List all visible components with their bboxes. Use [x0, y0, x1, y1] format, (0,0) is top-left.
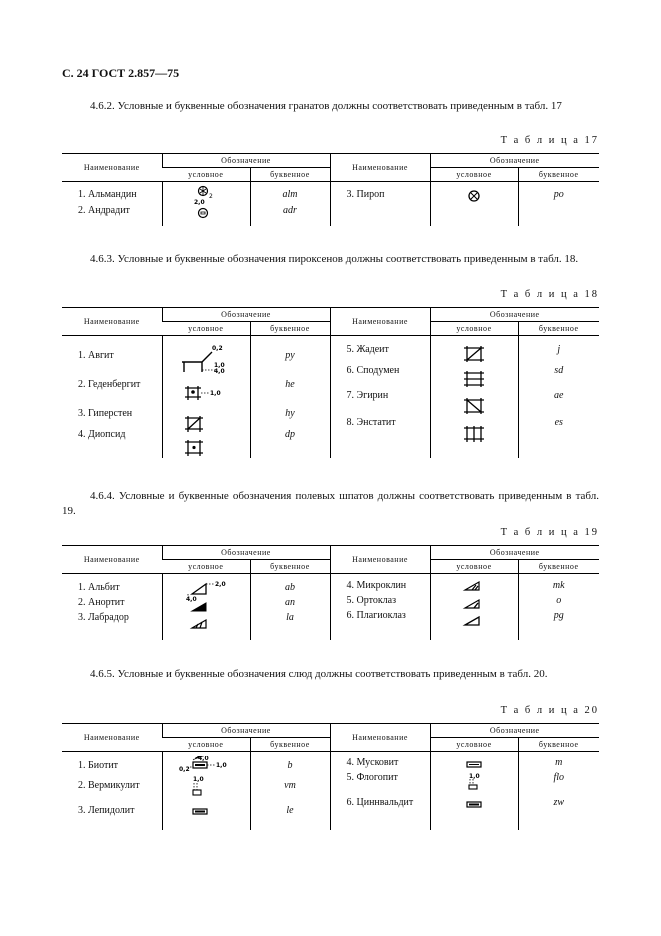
garnet-pyrope-icon [467, 189, 481, 203]
table-row-letter: j [557, 344, 561, 355]
col-letter-header: буквенное [518, 168, 599, 182]
mica-vermiculite-icon [193, 776, 204, 795]
col-name-header: Наименование [330, 724, 430, 752]
table-row-letter: b [287, 760, 293, 771]
table-row-name: 1. Альбит [78, 582, 120, 593]
feldspar-anorthite-icon [192, 603, 206, 611]
pyroxene-augite-icon [176, 340, 236, 456]
col-conventional-header: условное [430, 738, 518, 752]
table-row-letter: he [285, 379, 295, 390]
col-name-header: Наименование [62, 308, 162, 336]
table-row-letter: o [556, 595, 562, 606]
table-row-name: 3. Пироп [346, 189, 385, 200]
col-designation-header: Обозначение [162, 724, 330, 738]
table-20 [62, 723, 599, 830]
mica-zinnwaldite-icon [467, 802, 481, 807]
table-row-name: 5. Ортоклаз [346, 595, 397, 606]
table-row-name: 3. Лабрадор [78, 612, 129, 623]
table-row-name: 1. Биотит [78, 760, 119, 771]
svg-text:1,0: 1,0 [210, 390, 221, 397]
pyroxene-aegirine-icon [464, 398, 484, 414]
table-row-name: 6. Плагиоклаз [346, 610, 406, 621]
pyroxene-diopside-icon [185, 440, 203, 456]
col-conventional-header: условное [430, 322, 518, 336]
table-row-name: 2. Анортит [78, 597, 125, 608]
table-row-name: 1. Альмандин [78, 189, 137, 200]
table-row-letter: ab [285, 582, 295, 593]
col-designation-header: Обозначение [162, 546, 330, 560]
svg-text:1,0: 1,0 [469, 773, 480, 780]
table-row-letter: le [286, 805, 294, 816]
feldspar-microcline-icon [459, 578, 489, 630]
table-row-letter: po [553, 189, 564, 200]
table-row-name: 4. Микроклин [346, 580, 407, 591]
col-name-header: Наименование [330, 546, 430, 574]
col-name-header: Наименование [62, 154, 162, 182]
table-row-name: 2. Андрадит [78, 205, 130, 216]
table-17 [62, 153, 599, 226]
table-row-name: 5. Флогопит [346, 772, 398, 783]
table-row-letter: mk [552, 580, 565, 591]
table-row-letter: adr [283, 205, 297, 216]
table-row-letter: dp [285, 429, 295, 440]
table-row-letter: sd [554, 365, 564, 376]
pyroxene-enstatite-icon [464, 426, 484, 442]
svg-text:1,0: 1,0 [193, 776, 204, 783]
col-letter-header: буквенное [250, 322, 330, 336]
table-row-name: 3. Лепидолит [78, 805, 135, 816]
table-row-name: 8. Энстатит [346, 417, 396, 428]
mica-biotite-icon [176, 756, 236, 822]
col-conventional-header: условное [162, 738, 250, 752]
col-name-header: Наименование [330, 308, 430, 336]
col-letter-header: буквенное [518, 560, 599, 574]
col-designation-header: Обозначение [162, 308, 330, 322]
table-row-name: 2. Вермикулит [78, 780, 140, 791]
table-row-name: 4. Мусковит [346, 757, 399, 768]
table-17-caption: Т а б л и ц а 17 [500, 135, 599, 146]
table-19-caption: Т а б л и ц а 19 [500, 527, 599, 538]
table-row-letter: es [554, 417, 563, 428]
svg-text:1,0: 1,0 [216, 762, 227, 769]
col-conventional-header: условное [162, 168, 250, 182]
col-letter-header: буквенное [250, 560, 330, 574]
col-designation-header: Обозначение [430, 724, 599, 738]
col-letter-header: буквенное [250, 168, 330, 182]
feldspar-labradorite-icon [192, 620, 206, 628]
mica-muscovite-icon [459, 756, 489, 822]
pyroxene-hypersthene-icon [185, 416, 203, 432]
table-row-name: 5. Жадеит [346, 344, 389, 355]
pyroxene-jadeite-icon [459, 340, 489, 456]
table-20-caption: Т а б л и ц а 20 [500, 705, 599, 716]
table-row-letter: pg [553, 610, 564, 621]
table-18-caption: Т а б л и ц а 18 [500, 289, 599, 300]
col-designation-header: Обозначение [430, 154, 599, 168]
svg-text:0,2: 0,2 [212, 345, 223, 352]
col-name-header: Наименование [62, 724, 162, 752]
table-row-letter: alm [282, 189, 298, 200]
table-row-name: 3. Гиперстен [78, 408, 133, 419]
svg-text:4,0: 4,0 [198, 756, 209, 762]
pyroxene-spodumene-icon [464, 371, 484, 387]
col-conventional-header: условное [162, 322, 250, 336]
col-name-header: Наименование [62, 546, 162, 574]
feldspar-orthoclase-icon [465, 600, 479, 608]
svg-text:2,0: 2,0 [194, 199, 205, 206]
pyroxene-hedenbergite-icon [185, 386, 221, 400]
table-row-letter: vm [284, 780, 296, 791]
paragraph-4-6-2: 4.6.2. Условные и буквенные обозначения гранатов должны соответствовать приведенным в табл. 17 [90, 100, 562, 112]
table-row-letter: ae [554, 390, 564, 401]
col-letter-header: буквенное [518, 322, 599, 336]
paragraph-4-6-3: 4.6.3. Условные и буквенные обозначения пироксенов должны соответствовать приведенным в табл. 18. [90, 253, 579, 265]
table-row-name: 6. Циннвальдит [346, 797, 414, 808]
svg-text:2: 2 [209, 193, 213, 200]
feldspar-albite-icon [178, 578, 234, 630]
svg-text:1,0: 1,0 [214, 362, 225, 369]
col-name-header: Наименование [330, 154, 430, 182]
col-designation-header: Обозначение [162, 154, 330, 168]
table-row-name: 4. Диопсид [78, 429, 126, 440]
table-row-name: 1. Авгит [78, 350, 114, 361]
svg-text:2,0: 2,0 [215, 581, 226, 588]
table-row-letter: la [286, 612, 294, 623]
table-row-name: 7. Эгирин [346, 390, 389, 401]
table-19 [62, 545, 599, 640]
col-designation-header: Обозначение [430, 546, 599, 560]
paragraph-4-6-5: 4.6.5. Условные и буквенные обозначения слюд должны соответствовать приведенным в табл. 20. [90, 668, 548, 680]
table-row-letter: an [285, 597, 295, 608]
page-header: С. 24 ГОСТ 2.857—75 [62, 66, 180, 80]
col-letter-header: буквенное [250, 738, 330, 752]
col-conventional-header: условное [430, 560, 518, 574]
garnet-almandine-icon [191, 184, 221, 222]
table-row-letter: py [285, 350, 295, 361]
col-designation-header: Обозначение [430, 308, 599, 322]
svg-text:4,0: 4,0 [186, 596, 197, 603]
col-letter-header: буквенное [518, 738, 599, 752]
feldspar-plagioclase-icon [465, 617, 479, 625]
table-row-name: 2. Геденбергит [78, 379, 141, 390]
table-row-letter: flo [553, 772, 565, 783]
table-row-letter: hy [285, 408, 295, 419]
table-18 [62, 307, 599, 458]
paragraph-4-6-4: 4.6.4. Условные и буквенные обозначения полевых шпатов должны соответствовать приведенным в табл. 19. [62, 490, 599, 517]
mica-phlogopite-icon [469, 773, 480, 789]
mica-lepidolite-icon [193, 809, 207, 814]
svg-text:4,0: 4,0 [214, 368, 225, 375]
svg-text:0,2: 0,2 [179, 766, 190, 773]
table-row-letter: m [555, 757, 563, 768]
table-row-letter: zw [553, 797, 565, 808]
col-conventional-header: условное [430, 168, 518, 182]
col-conventional-header: условное [162, 560, 250, 574]
table-row-name: 6. Сподумен [346, 365, 400, 376]
